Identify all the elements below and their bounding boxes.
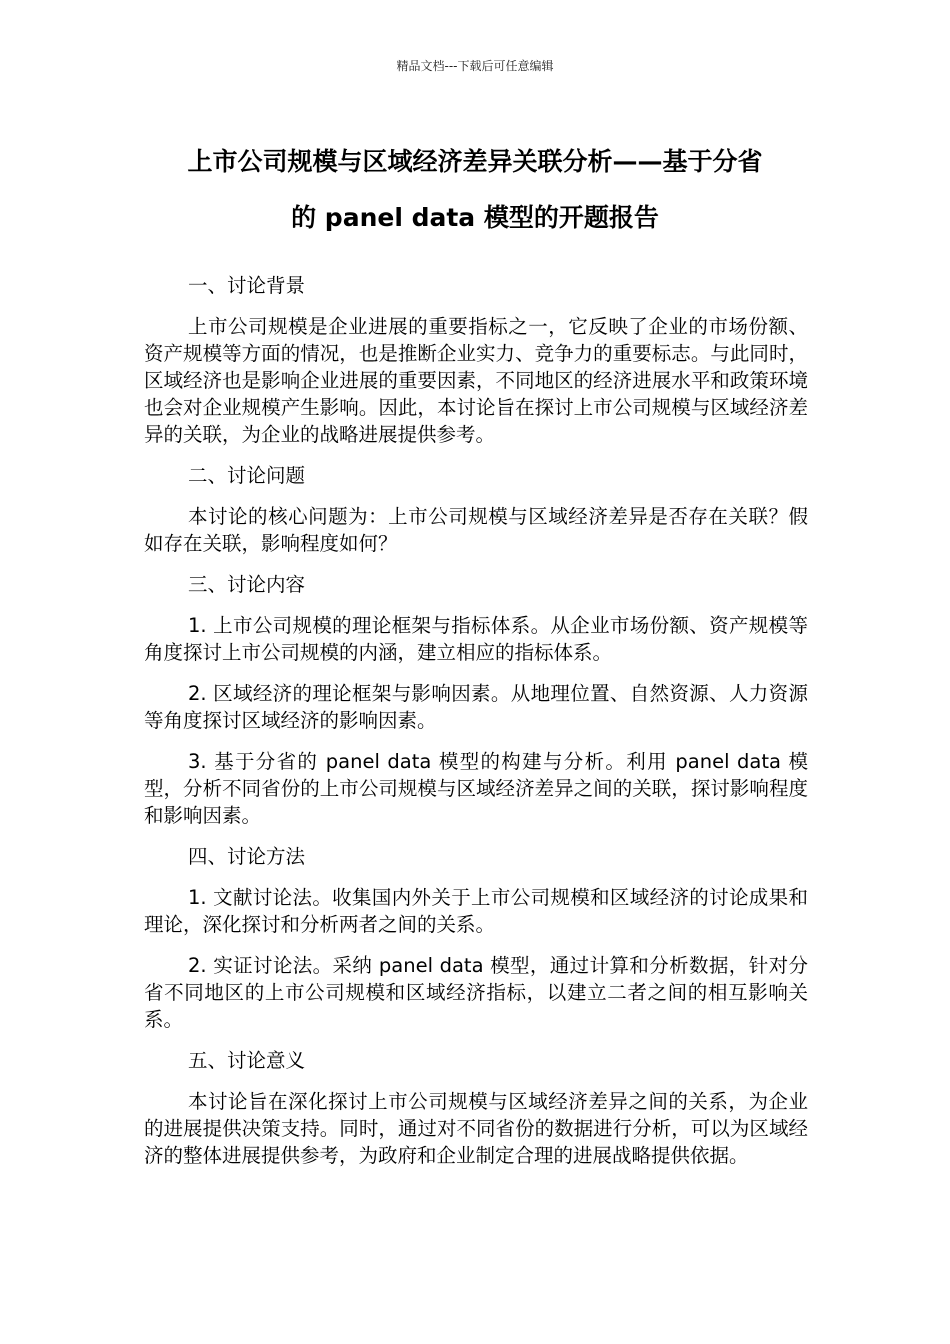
section-content [144,571,808,829]
section-paragraph: 2. 区域经济的理论框架与影响因素。从地理位置、自然资源、人力资源等角度探讨区域经济的影响因素。 [144,682,808,732]
section-heading: 三、讨论内容 [188,573,306,596]
section-paragraph: 1. 文献讨论法。收集国内外关于上市公司规模和区域经济的讨论成果和理论，深化探讨和分析两者之间的关系。 [144,886,808,936]
section-paragraph: 上市公司规模是企业进展的重要指标之一，它反映了企业的市场份额、资产规模等方面的情况，也是推断企业实力、竞争力的重要标志。与此同时，区域经济也是影响企业进展的重要因素，不同地区的经济进展水平和政策环境也会对企业规模产生影响。因此，本讨论旨在探讨上市公司规模与区域经济差异的关联，为企业的战略进展提供参考。 [144,315,808,446]
document-title [140,134,810,246]
section-paragraph: 3. 基于分省的 panel data 模型的构建与分析。利用 panel data 模型，分析不同省份的上市公司规模与区域经济差异之间的关联，探讨影响程度和影响因素。 [144,750,808,827]
title-line-1: 上市公司规模与区域经济差异关联分析——基于分省 [187,147,763,176]
section-paragraph: 本讨论的核心问题为：上市公司规模与区域经济差异是否存在关联？假如存在关联，影响程度如何？ [144,505,808,555]
section-significance [144,1047,808,1169]
section-paragraph: 本讨论旨在深化探讨上市公司规模与区域经济差异之间的关系，为企业的进展提供决策支持。同时，通过对不同省份的数据进行分析，可以为区域经济的整体进展提供参考，为政府和企业制定合理的进展战略提供依据。 [144,1090,808,1167]
title-line-2: 的 panel data 模型的开题报告 [291,203,659,232]
document-body [144,272,808,1183]
section-heading: 一、讨论背景 [188,274,306,297]
section-paragraph: 1. 上市公司规模的理论框架与指标体系。从企业市场份额、资产规模等角度探讨上市公司规模的内涵，建立相应的指标体系。 [144,614,808,664]
section-method [144,843,808,1033]
section-paragraph: 2. 实证讨论法。采纳 panel data 模型，通过计算和分析数据，针对分省不同地区的上市公司规模和区域经济指标，以建立二者之间的相互影响关系。 [144,954,808,1031]
section-background [144,272,808,448]
section-heading: 二、讨论问题 [188,464,306,487]
section-heading: 五、讨论意义 [188,1049,306,1072]
section-question [144,462,808,557]
page-header: 精品文档---下载后可任意编辑 [396,59,554,73]
section-heading: 四、讨论方法 [188,845,306,868]
